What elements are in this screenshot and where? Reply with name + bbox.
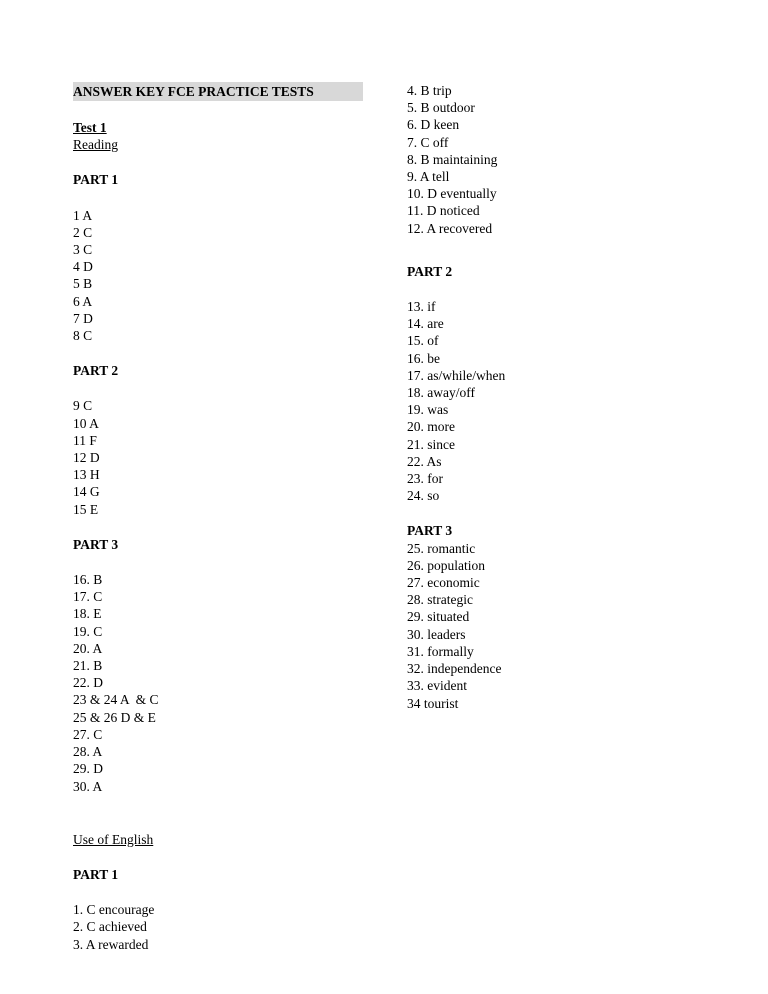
answer-item: 6. D keen: [407, 117, 460, 133]
answer-item: 27. C: [73, 726, 103, 742]
answer-item: 22. As: [407, 453, 442, 469]
answer-item: 32. independence: [407, 661, 502, 677]
answer-item: 3 C: [73, 242, 93, 258]
answer-item: 3. A rewarded: [73, 936, 149, 952]
answer-item: 10. D eventually: [407, 186, 497, 202]
document-title: ANSWER KEY FCE PRACTICE TESTS: [73, 82, 363, 101]
reading-part3-heading: PART 3: [73, 536, 119, 552]
answer-item: 1 A: [73, 207, 93, 223]
use-of-english-part1-answers-right: [407, 82, 707, 237]
use-of-english-part1-answers-left: [73, 901, 363, 953]
answer-item: 16. B: [73, 572, 103, 588]
answer-item: 20. A: [73, 640, 103, 656]
answer-item: 14 G: [73, 484, 100, 500]
answer-item: 28. strategic: [407, 592, 473, 608]
use-of-english-part2-answers: [407, 298, 707, 504]
answer-item: 4. B trip: [407, 83, 452, 98]
answer-item: 12 D: [73, 450, 100, 466]
answer-item: 24. so: [407, 488, 440, 504]
answer-item: 8. B maintaining: [407, 151, 498, 167]
right-column: [407, 82, 707, 712]
use-of-english-part3-heading: PART 3: [407, 523, 453, 539]
reading-section-title: Reading: [73, 137, 118, 153]
answer-item: 18. E: [73, 606, 102, 622]
answer-item: 10 A: [73, 415, 99, 431]
answer-item: 25 & 26 D & E: [73, 709, 156, 725]
answer-item: 5 B: [73, 276, 93, 292]
use-of-english-section-title: Use of English: [73, 831, 154, 847]
answer-item: 20. more: [407, 419, 455, 435]
answer-item: 30. A: [73, 778, 103, 794]
answer-item: 34 tourist: [407, 695, 459, 711]
answer-item: 19. was: [407, 402, 449, 418]
answer-item: 31. formally: [407, 643, 474, 659]
answer-item: 13 H: [73, 467, 100, 483]
answer-item: 25. romantic: [407, 540, 476, 556]
use-of-english-part1-heading: PART 1: [73, 866, 119, 882]
answer-item: 5. B outdoor: [407, 100, 475, 116]
answer-item: 28. A: [73, 744, 103, 760]
answer-item: 15 E: [73, 501, 99, 517]
answer-item: 17. as/while/when: [407, 367, 506, 383]
answer-item: 2. C achieved: [73, 919, 147, 935]
answer-item: 29. D: [73, 761, 103, 777]
test-title: Test 1: [73, 120, 107, 135]
answer-item: 16. be: [407, 350, 440, 366]
reading-part2-answers: [73, 397, 363, 517]
answer-item: 21. since: [407, 436, 455, 452]
answer-item: 4 D: [73, 259, 93, 275]
answer-item: 30. leaders: [407, 626, 466, 642]
answer-item: 29. situated: [407, 609, 470, 625]
reading-part2-heading: PART 2: [73, 363, 119, 379]
answer-item: 14. are: [407, 316, 444, 332]
answer-item: 8 C: [73, 328, 93, 344]
answer-item: 23 & 24 A & C: [73, 692, 159, 708]
reading-part1-answers: [73, 207, 363, 345]
answer-item: 33. evident: [407, 678, 467, 694]
answer-item: 17. C: [73, 589, 103, 605]
answer-item: 27. economic: [407, 575, 480, 591]
answer-item: 7 D: [73, 310, 93, 326]
answer-item: 21. B: [73, 658, 103, 674]
answer-item: 6 A: [73, 293, 93, 309]
answer-item: 7. C off: [407, 134, 449, 150]
answer-item: 26. population: [407, 557, 485, 573]
answer-item: 15. of: [407, 333, 439, 349]
answer-item: 22. D: [73, 675, 103, 691]
answer-item: 12. A recovered: [407, 220, 493, 236]
use-of-english-part2-heading: PART 2: [407, 263, 453, 279]
answer-item: 23. for: [407, 471, 443, 487]
answer-item: 9 C: [73, 398, 93, 414]
answer-item: 11 F: [73, 432, 97, 448]
use-of-english-part3-answers: [407, 540, 707, 712]
reading-part3-answers: [73, 571, 363, 795]
answer-item: 9. A tell: [407, 169, 450, 185]
answer-item: 13. if: [407, 299, 436, 315]
answer-item: 11. D noticed: [407, 203, 480, 219]
answer-item: 2 C: [73, 224, 93, 240]
answer-item: 19. C: [73, 623, 103, 639]
answer-item: 18. away/off: [407, 385, 475, 401]
reading-part1-heading: PART 1: [73, 172, 119, 188]
left-column: [73, 82, 363, 953]
answer-item: 1. C encourage: [73, 902, 155, 918]
